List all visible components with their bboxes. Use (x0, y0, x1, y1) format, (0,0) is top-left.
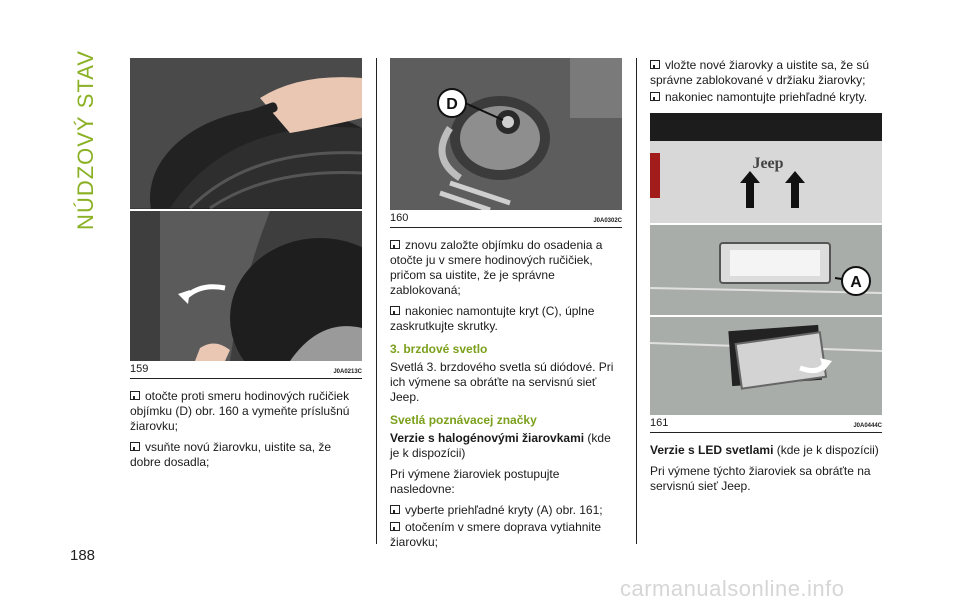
chapter-title: NÚDZOVÝ STAV (73, 50, 98, 230)
figure-number: 159 (130, 363, 149, 375)
paragraph (390, 431, 622, 461)
bullet-text: vložte nové žiarovky a uistite sa, že sú správne zablokované v držiaku žiarovky; (650, 58, 870, 87)
paragraph-text: (kde je k dispozícii) (390, 431, 611, 460)
bullet-icon (390, 505, 400, 514)
bullet-item (650, 90, 882, 105)
bullet-item (130, 440, 362, 470)
column-2 (390, 58, 622, 556)
bullet-icon (390, 240, 400, 249)
figure-number: 160 (390, 212, 409, 224)
bullet-text: vyberte priehľadné kryty (A) obr. 161; (405, 503, 603, 517)
bullet-text: znovu založte objímku do osadenia a otočte ju v smere hodinových ručičiek, pričom sa uistite, že je správne zablokovaná; (390, 238, 603, 297)
paragraph: Pri výmene týchto žiaroviek sa obráťte na servisnú sieť Jeep. (650, 464, 871, 493)
bullet-item (390, 503, 622, 518)
paragraph (650, 443, 882, 458)
page-number: 188 (70, 547, 96, 564)
column-divider (636, 58, 637, 544)
bullet-item (390, 304, 622, 334)
column-divider (376, 58, 377, 544)
bullet-icon (650, 60, 660, 69)
figure-caption (390, 210, 622, 228)
bullet-icon (130, 442, 140, 451)
bullet-icon (390, 306, 400, 315)
bullet-item (390, 238, 622, 298)
bold-text: Verzie s LED svetlami (650, 443, 774, 457)
figure-code: J0A0302C (593, 218, 622, 224)
figure-159-photo (130, 58, 362, 361)
bullet-text: otočením v smere doprava vytiahnite žiarovku; (390, 520, 602, 549)
figure-label-d: D (446, 96, 458, 113)
brand-logo: Jeep (752, 155, 784, 172)
bullet-icon (130, 391, 140, 400)
bullet-item (650, 58, 882, 88)
bullet-text: vsuňte novú žiarovku, uistite sa, že dobre dosadla; (130, 440, 332, 469)
watermark: carmanualsonline.info (620, 576, 845, 601)
figure-161-photo (650, 113, 882, 415)
bullet-icon (650, 92, 660, 101)
paragraph: Pri výmene žiaroviek postupujte nasledovne: (390, 467, 560, 496)
bullet-icon (390, 522, 400, 531)
bullet-text: nakoniec namontujte priehľadné kryty. (665, 90, 868, 104)
figure-caption (130, 361, 362, 379)
bullet-item (130, 389, 362, 434)
section-heading: 3. brzdové svetlo (390, 342, 488, 356)
figure-label-a: A (850, 274, 862, 291)
column-1 (130, 58, 362, 476)
bullet-text: otočte proti smeru hodinových ručičiek objímku (D) obr. 160 a vymeňte príslušnú žiarovku; (130, 389, 350, 433)
figure-caption (650, 415, 882, 433)
section-heading: Svetlá poznávacej značky (390, 413, 537, 427)
bullet-text: nakoniec namontujte kryt (C), úplne zaskrutkujte skrutky. (390, 304, 595, 333)
paragraph-text: (kde je k dispozícii) (773, 443, 879, 457)
figure-number: 161 (650, 417, 669, 429)
figure-160-photo (390, 58, 622, 210)
figure-code: J0A0213C (333, 369, 362, 375)
bullet-item (390, 520, 622, 550)
paragraph: Svetlá 3. brzdového svetla sú diódové. Pri ich výmene sa obráťte na servisnú sieť Jeep. (390, 360, 614, 404)
column-3 (650, 58, 882, 500)
figure-code: J0A0444C (853, 423, 882, 429)
bold-text: Verzie s halogénovými žiarovkami (390, 431, 585, 445)
